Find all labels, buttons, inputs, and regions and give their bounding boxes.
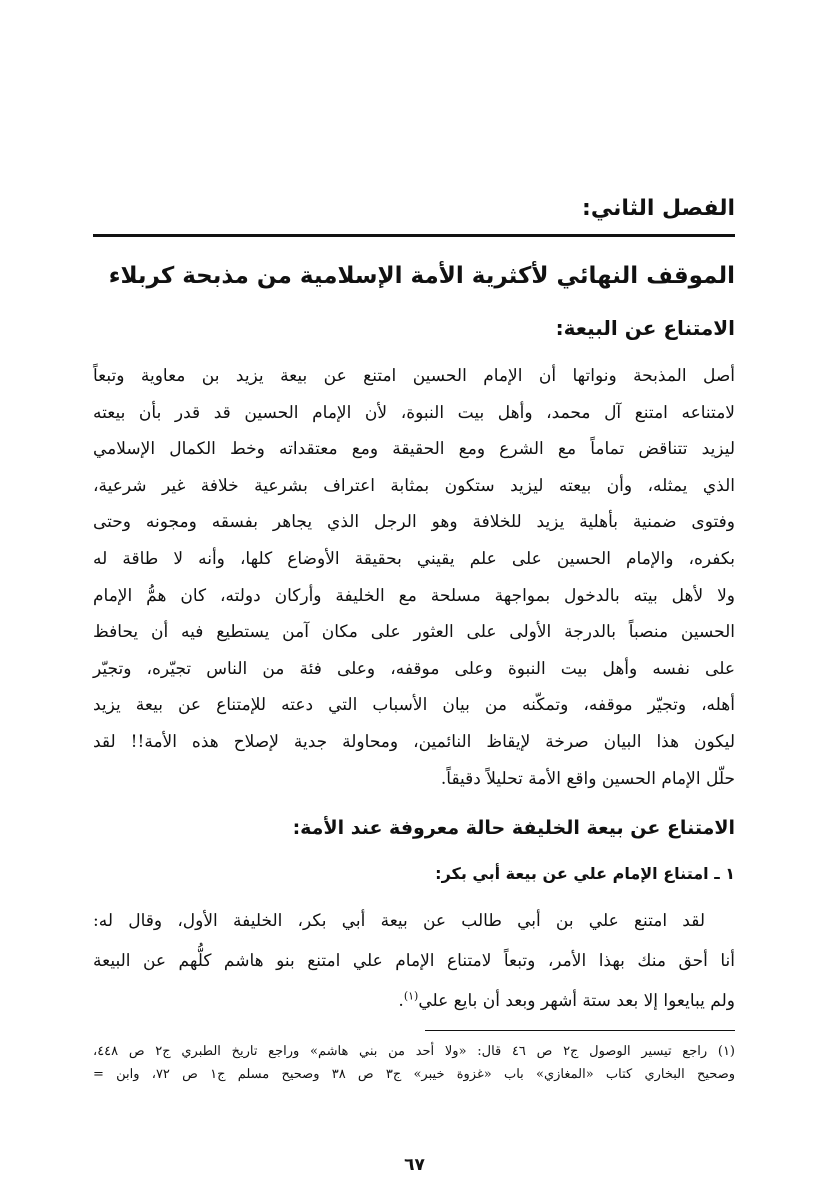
paragraph-line: ليزيد تتناقض تماماً مع الشرع ومع الحقيقة ومع معتقداته وخط الكمال الإسلامي <box>93 439 735 460</box>
paragraph-line: أصل المذبحة ونواتها أن الإمام الحسين امتنع عن بيعة يزيد بن معاوية وتبعاً <box>93 366 735 386</box>
footnote <box>93 1040 735 1086</box>
paragraph-line: أهله، وتجيّر موقفه، وتمكّنه من بيان الأسباب التي دعته للإمتناع عن بيعة يزيد <box>93 695 735 716</box>
subsection-heading-ali: ١ ـ امتناع الإمام علي عن بيعة أبي بكر: <box>435 864 735 883</box>
page-number: ٦٧ <box>404 1155 425 1175</box>
paragraph-line-text: ولم يبايعوا إلا بعد ستة أشهر وبعد أن بايع علي <box>418 991 735 1011</box>
paragraph-line: حلّل الإمام الحسين واقع الأمة تحليلاً دقيقاً. <box>440 768 735 789</box>
paragraph-line: بكفره، والإمام الحسين على علم يقيني بحقيقة الأوضاع كلها، وأنه لا طاقة له <box>93 548 735 569</box>
paragraph-line: ولا لأهل بيته بالدخول بمواجهة مسلحة مع الخليفة وأركان دولته، كان همُّ الإمام <box>93 585 735 606</box>
paragraph-line: لقد امتنع علي بن أبي طالب عن بيعة أبي بكر، الخليفة الأول، وقال له: <box>93 911 705 931</box>
paragraph-line: لامتناعه امتنع آل محمد، وأهل بيت النبوة، لأن الإمام الحسين قد قدر بأن بيعته <box>93 402 735 423</box>
paragraph-1 <box>93 358 735 797</box>
section-heading-known-state: الامتناع عن بيعة الخليفة حالة معروفة عند الأمة: <box>292 817 735 839</box>
footnote-reference[interactable]: (١) <box>403 989 419 1003</box>
paragraph-line: ولم يبايعوا إلا بعد ستة أشهر وبعد أن بايع علي$^{(١)}$. <box>398 989 735 1011</box>
section-heading-refusal: الامتناع عن البيعة: <box>555 316 735 340</box>
footnote-line: وصحيح البخاري كتاب «المغازي» باب «غزوة خيبر» ج٣ ص ٣٨ وصحيح مسلم ج١ ص ٧٢، وابن = <box>93 1067 736 1082</box>
paragraph-line: الذي يمثله، وأن بيعته ليزيد ستكون بمثابة اعتراف بشرعية خلافة غير شرعية، <box>93 475 735 496</box>
footnote-rule <box>425 1030 735 1031</box>
header-rule <box>93 234 735 237</box>
paragraph-2 <box>93 901 735 1021</box>
footnote-line: (١) راجع تيسير الوصول ج٢ ص ٤٦ قال: «ولا أحد من بني هاشم» وراجع تاريخ الطبري ج٢ ص ٤٤٨، <box>93 1044 735 1059</box>
paragraph-line: وفتوى ضمنية بأهلية يزيد للخلافة وهو الرجل الذي يجاهر بفسقه ومجونه وحتى <box>93 512 735 533</box>
page-title: الموقف النهائي لأكثرية الأمة الإسلامية من مذبحة كربلاء <box>108 263 735 289</box>
paragraph-line: على نفسه وأهل بيت النبوة وعلى موقفه، وعلى فئة من الناس تجيّره، وتجيّر <box>93 658 735 679</box>
paragraph-line: أنا أحق منك بهذا الأمر، وتبعاً لامتناع الإمام علي امتنع بنو هاشم كلُّهم عن البيعة <box>93 951 735 971</box>
chapter-label: الفصل الثاني: <box>582 196 735 221</box>
paragraph-line: ليكون هذا البيان صرخة لإيقاظ النائمين، ومحاولة جدية لإصلاح هذه الأمة!! لقد <box>93 731 735 752</box>
paragraph-line: الحسين منصباً بالدرجة الأولى على العثور على مكان آمن يستطيع فيه أن يحافظ <box>93 622 735 643</box>
